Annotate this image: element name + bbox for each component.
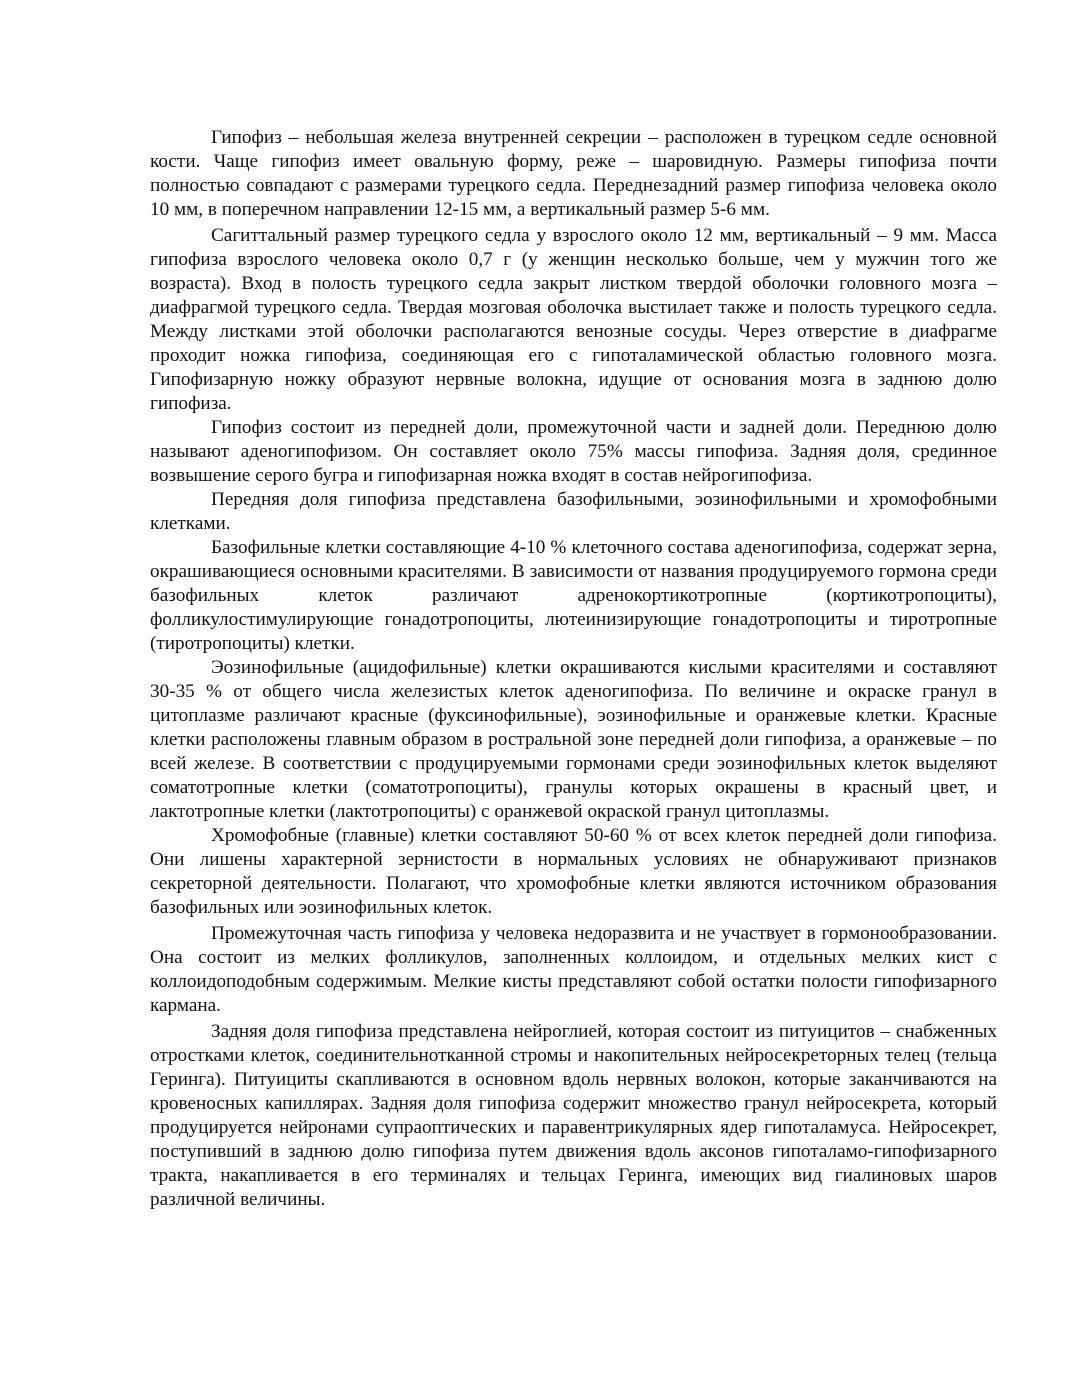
paragraph: Задняя доля гипофиза представлена нейроглией, которая состоит из питуицитов – снабженных отростками клеток, соединительнотканной стромы и накопительных нейросекреторных телец (тельца Геринга). Питуициты скапливаются в основном вдоль нервных волокон, которые заканчиваются на кровеносных капиллярах. Задняя доля гипофиза содержит множество гранул нейросекрета, который продуцируется нейронами супраоптических и паравентрикулярных ядер гипоталамуса. Нейросекрет, поступивший в заднюю долю гипофиза путем движения вдоль аксонов гипоталамо-гипофизарного тракта, накапливается в его терминалях и тельцах Геринга, имеющих вид гиалиновых шаров различной величины. xyxy=(150,1021,997,1210)
paragraph: Хромофобные (главные) клетки составляют 50-60 % от всех клеток передней доли гипофиза. Они лишены характерной зернистости в нормальных условиях не обнаруживают признаков секреторной деятельности. Полагают, что хромофобные клетки являются источником образования базофильных или эозинофильных клеток. xyxy=(150,825,997,918)
paragraph: Промежуточная часть гипофиза у человека недоразвита и не участвует в гормонообразовании. Она состоит из мелких фолликулов, заполненных коллоидом, и отдельных мелких кист с коллоидоподобным содержимым. Мелкие кисты представляют собой остатки полости гипофизарного кармана. xyxy=(150,923,997,1016)
paragraph: Базофильные клетки составляющие 4-10 % клеточного состава аденогипофиза, содержат зерна, окрашивающиеся основными красителями. В зависимости от названия продуцируемого гормона среди базофильных клеток различают адренокортикотропные (кортикотропоциты), фолликулостимулирующие гонадотропоциты, лютеинизирующие гонадотропоциты и тиротропные (тиротропоциты) клетки. xyxy=(150,537,997,654)
paragraph: Сагиттальный размер турецкого седла у взрослого около 12 мм, вертикальный – 9 мм. Масса гипофиза взрослого человека около 0,7 г (у женщин несколько больше, чем у мужчин того же возраста). Вход в полость турецкого седла закрыт листком твердой оболочки головного мозга – диафрагмой турецкого седла. Твердая мозговая оболочка выстилает также и полость турецкого седла. Между листками этой оболочки располагаются венозные сосуды. Через отверстие в диафрагме проходит ножка гипофиза, соединяющая его с гипоталамической областью головного мозга. Гипофизарную ножку образуют нервные волокна, идущие от основания мозга в заднюю долю гипофиза. xyxy=(150,225,997,414)
paragraph: Гипофиз – небольшая железа внутренней секреции – расположен в турецком седле основной кости. Чаще гипофиз имеет овальную форму, реже – шаровидную. Размеры гипофиза почти полностью совпадают с размерами турецкого седла. Переднезадний размер гипофиза человека около 10 мм, в поперечном направлении 12-15 мм, а вертикальный размер 5-6 мм. xyxy=(150,127,997,220)
paragraph: Эозинофильные (ацидофильные) клетки окрашиваются кислыми красителями и составляют 30-35 % от общего числа железистых клеток аденогипофиза. По величине и окраске гранул в цитоплазме различают красные (фуксинофильные), эозинофильные и оранжевые клетки. Красные клетки расположены главным образом в ростральной зоне передней доли гипофиза, а оранжевые – по всей железе. В соответствии с продуцируемыми гормонами среди эозинофильных клеток выделяют соматотропные клетки (соматотропоциты), гранулы которых окрашены в красный цвет, и лактотропные клетки (лактотропоциты) с оранжевой окраской гранул цитоплазмы. xyxy=(150,657,997,822)
document-page xyxy=(150,126,997,1212)
paragraph: Гипофиз состоит из передней доли, промежуточной части и задней доли. Переднюю долю называют аденогипофизом. Он составляет около 75% массы гипофиза. Задняя доля, срединное возвышение серого бугра и гипофизарная ножка входят в состав нейрогипофиза. xyxy=(150,417,997,486)
paragraph: Передняя доля гипофиза представлена базофильными, эозинофильными и хромофобными клетками. xyxy=(150,489,997,534)
